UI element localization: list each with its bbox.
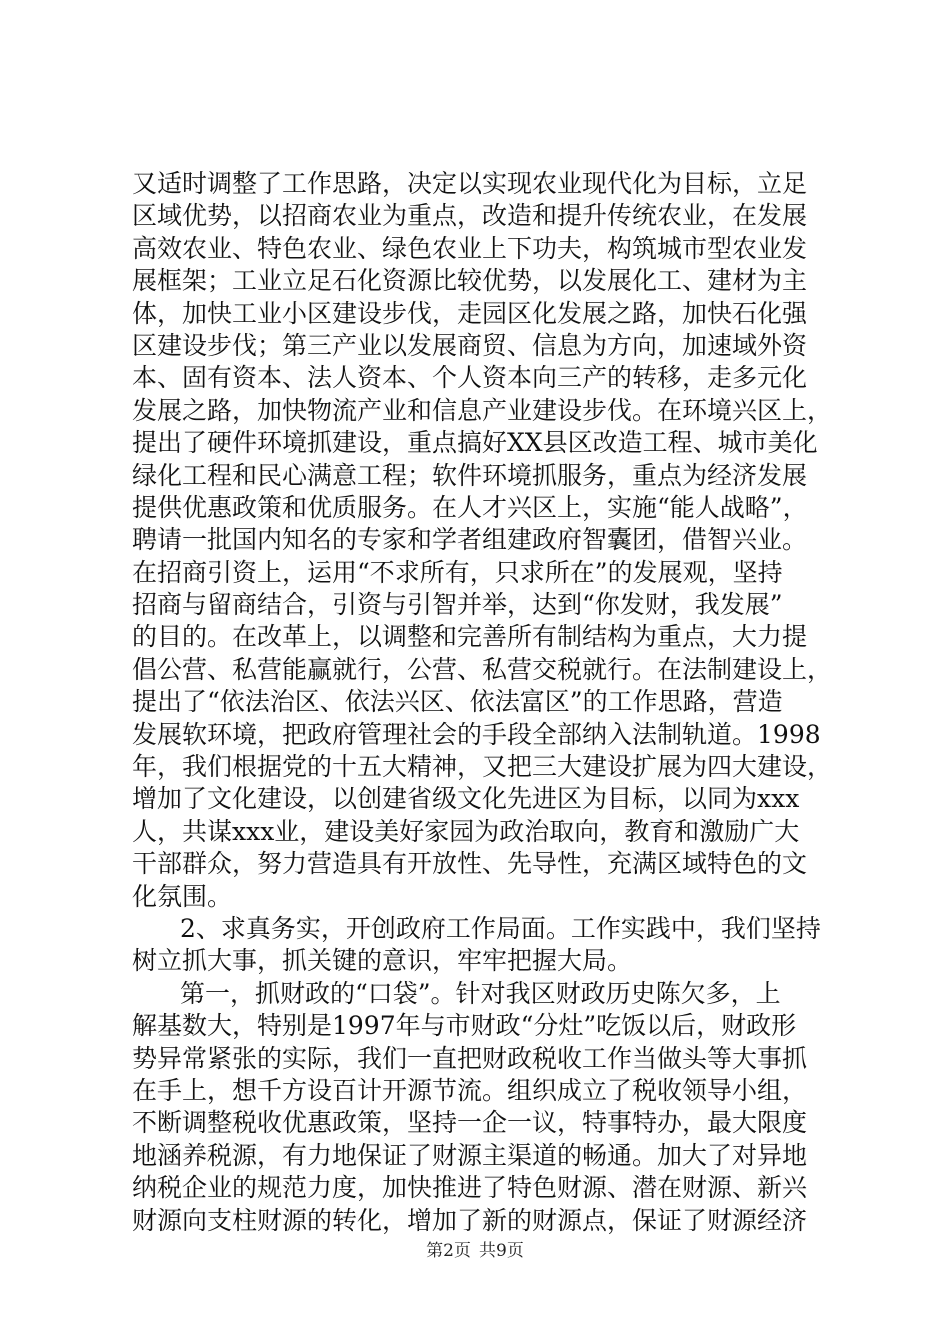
text-line: 化氛围。	[132, 881, 233, 911]
text-line: 区建设步伐；第三产业以发展商贸、信息为方向，加速域外资	[132, 330, 808, 360]
text-line: 提出了“依法治区、依法兴区、依法富区”的工作思路，营造	[132, 687, 783, 717]
text-line: 势异常紧张的实际，我们一直把财政税收工作当做头等大事抓	[132, 1043, 808, 1073]
paragraph-start-line: 2、求真务实，开创政府工作局面。工作实践中，我们坚持	[180, 913, 821, 943]
text-line: 高效农业、特色农业、绿色农业上下功夫，构筑城市型农业发	[132, 233, 808, 263]
text-line: 在手上，想千方设百计开源节流。组织成立了税收领导小组，	[132, 1075, 808, 1105]
body-text	[132, 168, 832, 1237]
text-line: 在招商引资上，运用“不求所有，只求所在”的发展观，坚持	[132, 557, 783, 587]
text-line: 倡公营、私营能赢就行，公营、私营交税就行。在法制建设上，	[132, 654, 833, 684]
text-line: 干部群众，努力营造具有开放性、先导性，充满区域特色的文	[132, 849, 808, 879]
text-line: 展框架；工业立足石化资源比较优势，以发展化工、建材为主	[132, 266, 808, 296]
text-line: 增加了文化建设，以创建省级文化先进区为目标，以同为xxx	[132, 784, 800, 814]
text-line: 本、固有资本、法人资本、个人资本向三产的转移，走多元化	[132, 363, 808, 393]
paragraph-start-line: 第一，抓财政的“口袋”。针对我区财政历史陈欠多，上	[180, 978, 781, 1008]
page-number: 第2页	[426, 1241, 471, 1261]
text-line: 提出了硬件环境抓建设，重点搞好XX县区改造工程、城市美化	[132, 428, 818, 458]
text-line: 解基数大，特别是1997年与市财政“分灶”吃饭以后，财政形	[132, 1011, 797, 1041]
text-line: 不断调整税收优惠政策，坚持一企一议，特事特办，最大限度	[132, 1108, 808, 1138]
text-line: 发展之路，加快物流产业和信息产业建设步伐。在环境兴区上，	[132, 395, 833, 425]
text-line: 提供优惠政策和优质服务。在人才兴区上，实施“能人战略”，	[132, 492, 808, 522]
text-line: 的目的。在改革上，以调整和完善所有制结构为重点，大力提	[132, 622, 808, 652]
text-line: 体，加快工业小区建设步伐，走园区化发展之路，加快石化强	[132, 298, 808, 328]
text-line: 树立抓大事，抓关键的意识，牢牢把握大局。	[132, 946, 633, 976]
text-line: 绿化工程和民心满意工程；软件环境抓服务，重点为经济发展	[132, 460, 808, 490]
text-line: 纳税企业的规范力度，加快推进了特色财源、潜在财源、新兴	[132, 1173, 808, 1203]
text-line: 年，我们根据党的十五大精神，又把三大建设扩展为四大建设，	[132, 752, 833, 782]
text-line: 发展软环境，把政府管理社会的手段全部纳入法制轨道。1998	[132, 719, 821, 749]
text-line: 财源向支柱财源的转化，增加了新的财源点，保证了财源经济	[132, 1205, 808, 1235]
text-line: 聘请一批国内知名的专家和学者组建政府智囊团，借智兴业。	[132, 525, 808, 555]
text-line: 区域优势，以招商农业为重点，改造和提升传统农业，在发展	[132, 201, 808, 231]
text-line: 招商与留商结合，引资与引智并举，达到“你发财，我发展”	[132, 590, 783, 620]
text-line: 人，共谋xxx业，建设美好家园为政治取向，教育和激励广大	[132, 816, 800, 846]
text-line: 又适时调整了工作思路，决定以实现农业现代化为目标，立足	[132, 169, 808, 198]
text-line: 地涵养税源，有力地保证了财源主渠道的畅通。加大了对异地	[132, 1140, 808, 1170]
page-total: 共9页	[479, 1241, 524, 1261]
page-footer	[0, 1240, 950, 1262]
